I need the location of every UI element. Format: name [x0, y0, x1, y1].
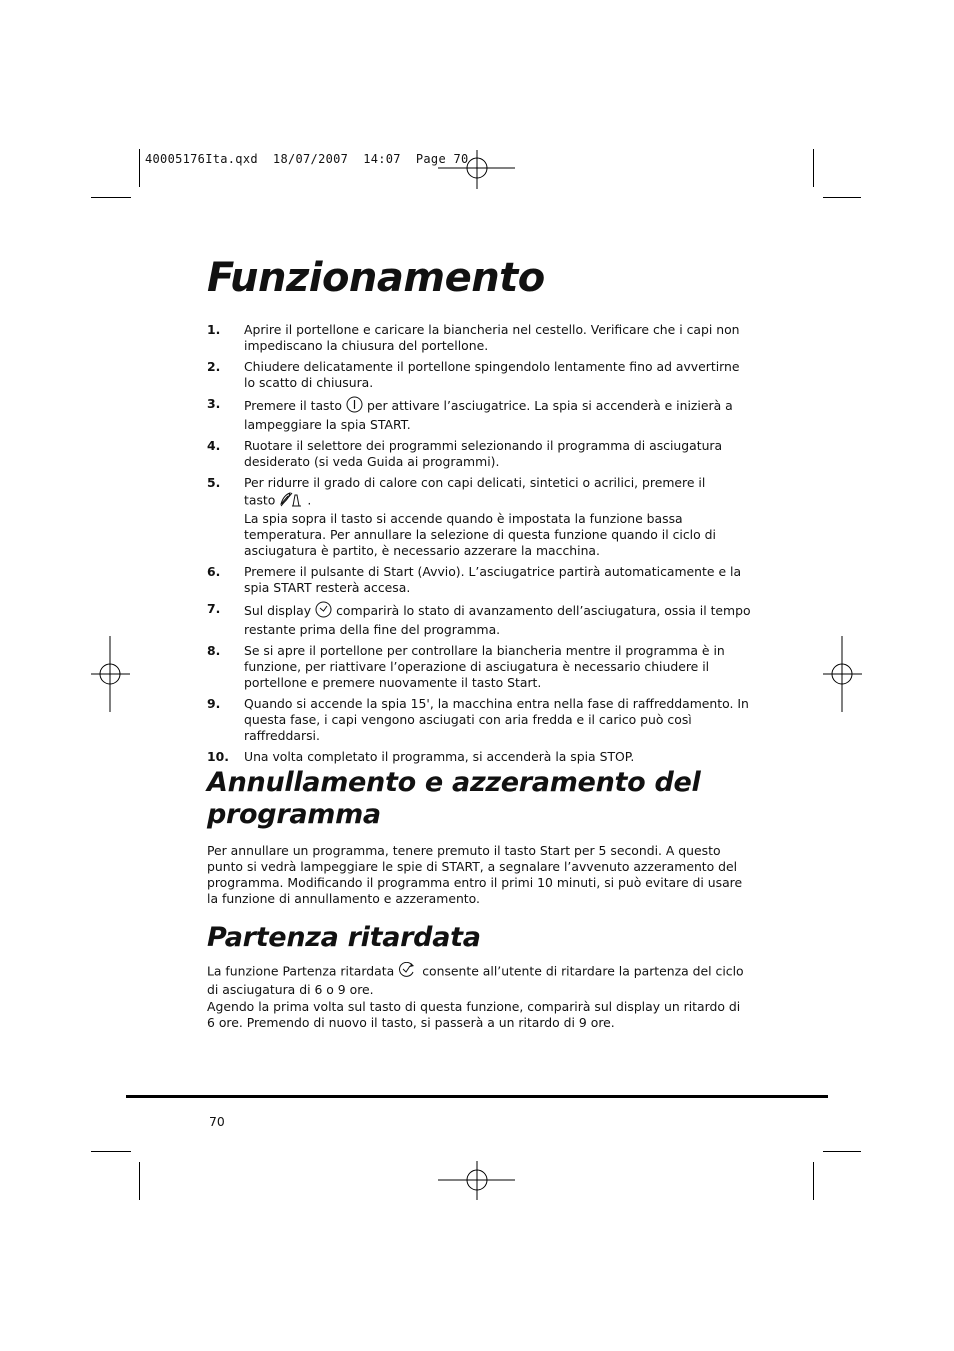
step-text-after: per attivare l’asciugatrice. La spia si accenderà e inizierà a lampeggiare la spia START. [244, 398, 733, 432]
step-text-before: Sul display [244, 603, 312, 618]
list-item [207, 564, 752, 596]
delay-text-after: consente all’utente di ritardare la partenza del ciclo di asciugatura di 6 o 9 ore. [207, 963, 744, 997]
list-item [207, 749, 752, 765]
page-number: 70 [209, 1114, 225, 1129]
registration-mark-right [823, 636, 862, 712]
step-number: 9. [207, 696, 221, 711]
section-body-delay [207, 962, 747, 998]
footer-rule [126, 1095, 828, 1098]
step-text: Aprire il portellone e caricare la biancheria nel cestello. Verificare che i capi non impediscano la chiusura del portellone. [244, 322, 740, 353]
power-icon [346, 396, 363, 417]
delay-clock-icon [398, 962, 418, 982]
step-text: Chiudere delicatamente il portellone spingendolo lentamente fino ad avvertirne lo scatto di chiusura. [244, 359, 740, 390]
step-number: 7. [207, 601, 221, 616]
step-text-after: . [307, 492, 312, 508]
step-text: Quando si accende la spia 15', la macchina entra nella fase di raffreddamento. In questa fase, i capi vengono asciugati con aria fredda e il carico può così raffreddarsi. [244, 696, 749, 743]
section-body-delay-2: Agendo la prima volta sul tasto di questa funzione, comparirà sul display un ritardo di 6 ore. Premendo di nuovo il tasto, si passerà a un ritardo di 9 ore. [207, 999, 741, 1030]
file-slug: 40005176Ita.qxd 18/07/2007 14:07 Page 70 [145, 152, 469, 166]
step-number: 10. [207, 749, 229, 764]
step-text-line1: Per ridurre il grado di calore con capi delicati, sintetici o acrilici, premere il [244, 475, 706, 490]
step-text: Una volta completato il programma, si accenderà la spia STOP. [244, 749, 635, 764]
step-number: 5. [207, 475, 221, 490]
steps-list [207, 322, 752, 770]
step-text-before: Premere il tasto [244, 398, 342, 413]
list-item [207, 696, 752, 744]
step-text-before: tasto [244, 492, 276, 508]
list-item [207, 643, 752, 691]
delay-text-before: La funzione Partenza ritardata [207, 963, 395, 979]
step-text: Se si apre il portellone per controllare la biancheria mentre il programma è in funzione, per riattivare l’operazione di asciugatura è necessario chiudere il portellone e premere nuovamente il tasto Start. [244, 643, 725, 690]
list-item [207, 601, 752, 638]
registration-mark-top [438, 150, 515, 189]
registration-mark-left [91, 636, 130, 712]
step-number: 3. [207, 396, 221, 411]
list-item [207, 396, 752, 433]
step-number: 2. [207, 359, 221, 374]
step-number: 6. [207, 564, 221, 579]
list-item [207, 359, 752, 391]
delicate-icon [279, 491, 303, 511]
section-heading-delay: Partenza ritardata [207, 922, 481, 953]
list-item [207, 475, 752, 559]
step-text: Ruotare il selettore dei programmi selezionando il programma di asciugatura desiderato (si veda Guida ai programmi). [244, 438, 723, 469]
step-number: 4. [207, 438, 221, 453]
section-body-cancel: Per annullare un programma, tenere premuto il tasto Start per 5 secondi. A questo punto si vedrà lampeggiare le spie di START, a segnalare l’avvenuto azzeramento del programma. Modificando il programma entro il primi 10 minuti, si può evitare di usare la funzione di annullamento e azzeramento. [207, 843, 743, 906]
step-number: 1. [207, 322, 221, 337]
list-item [207, 438, 752, 470]
step-text: Premere il pulsante di Start (Avvio). L’asciugatrice partirà automaticamente e la spia START resterà accesa. [244, 564, 742, 595]
section-heading-cancel: Annullamento e azzeramento del programma [207, 767, 701, 830]
list-item [207, 322, 752, 354]
step-text-extra: La spia sopra il tasto si accende quando è impostata la funzione bassa temperatura. Per annullare la selezione di questa funzione quando il ciclo di asciugatura è partito, è necessario azzerare la macchina. [244, 511, 716, 558]
registration-mark-bottom [438, 1161, 515, 1200]
step-text-after: comparirà lo stato di avanzamento dell’asciugatura, ossia il tempo restante prima della fine del programma. [244, 603, 751, 637]
step-number: 8. [207, 643, 221, 658]
page-title: Funzionamento [207, 255, 545, 301]
clock-icon [315, 601, 332, 622]
